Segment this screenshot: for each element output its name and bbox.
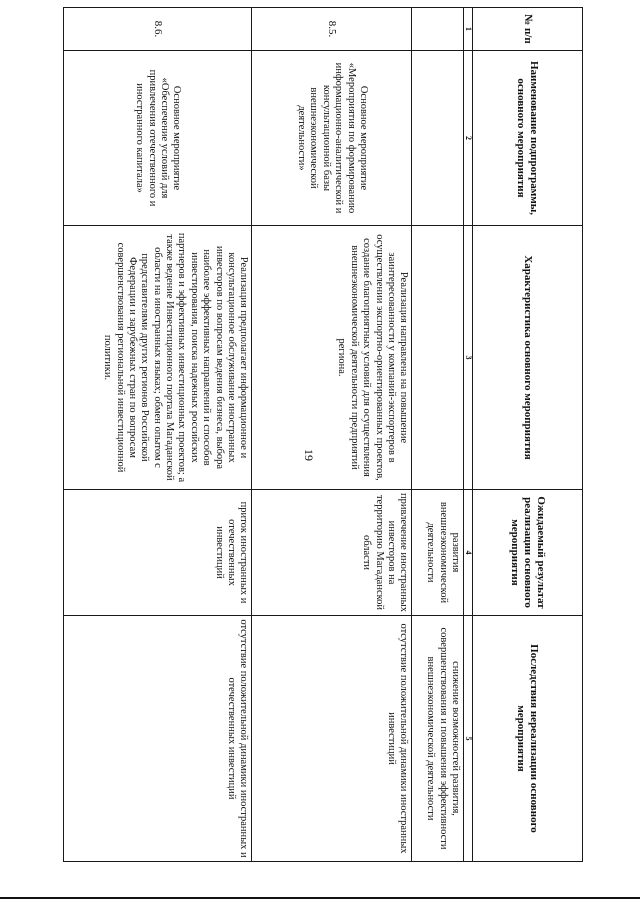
header-name: Наименование подпрограммы, основного мероприятия: [473, 51, 583, 226]
event-result: приток иностранных и отечественных инвестиций: [64, 490, 252, 616]
table-row: [64, 8, 252, 862]
header-number: № п/п: [473, 8, 583, 51]
continuation-consequence: снижение возможностей развития, совершенствования и повышения эффективности внешнеэкономической деятельности: [412, 616, 464, 862]
column-number: 1: [464, 8, 473, 51]
header-result: Ожидаемый результат реализации основного мероприятия: [473, 490, 583, 616]
continuation-result: развития внешнеэкономической деятельности: [412, 490, 464, 616]
event-name: Основное мероприятие «Обеспечение условий для привлечения отечественного и иностранного капитала»: [64, 51, 252, 226]
bottom-border-line: [0, 897, 640, 899]
column-number: 5: [464, 616, 473, 862]
event-result: привлечение иностранных инвесторов на территорию Магаданской области: [252, 490, 412, 616]
rotated-table-wrapper: [63, 7, 583, 861]
header-consequence: Последствия нереализации основного мероприятия: [473, 616, 583, 862]
event-description: Реализация направлена на повышение заинтересованности у компаний-экспортеров в осуществлении экспортно-ориентированных проектов, создание благоприятных условий для осуществления внешнеэкономической деятельности предприятий региона.: [252, 226, 412, 490]
column-number: 4: [464, 490, 473, 616]
column-number-row: [464, 8, 473, 862]
table-cell: [412, 51, 464, 226]
column-number: 2: [464, 51, 473, 226]
event-name: Основное мероприятие «Мероприятия по формированию информационно-аналитической и консультационной базы внешнеэкономической деятельности»: [252, 51, 412, 226]
header-row: [473, 8, 583, 862]
rotated-table: [63, 7, 583, 861]
page-number: 19: [302, 449, 316, 461]
header-description: Характеристика основного мероприятия: [473, 226, 583, 490]
row-number: 8.5.: [252, 8, 412, 51]
events-table: [63, 7, 583, 862]
table-cell: [412, 8, 464, 51]
table-cell: [412, 226, 464, 490]
event-consequence: отсутствие положительной динамики иностранных инвестиций: [252, 616, 412, 862]
event-consequence: отсутствие положительной динамики иностранных и отечественных инвестиций: [64, 616, 252, 862]
column-number: 3: [464, 226, 473, 490]
table-row: [252, 8, 412, 862]
row-number: 8.6.: [64, 8, 252, 51]
continuation-row: [412, 8, 464, 862]
event-description: Реализация предполагает информационное и консультационное обслуживание иностранных инвесторов по вопросам ведения бизнеса, выбора наиболее эффективных направлений и способов инвестирования, поиска надежных российских партнеров и эффективных инвестиционных проектов; а также ведение Инвестиционного портала Магаданской области на иностранных языках; обмен опытом с представителями других регионов Российской Федерации и зарубежных стран по вопросам совершенствования региональной инвестиционной политики.: [64, 226, 252, 490]
